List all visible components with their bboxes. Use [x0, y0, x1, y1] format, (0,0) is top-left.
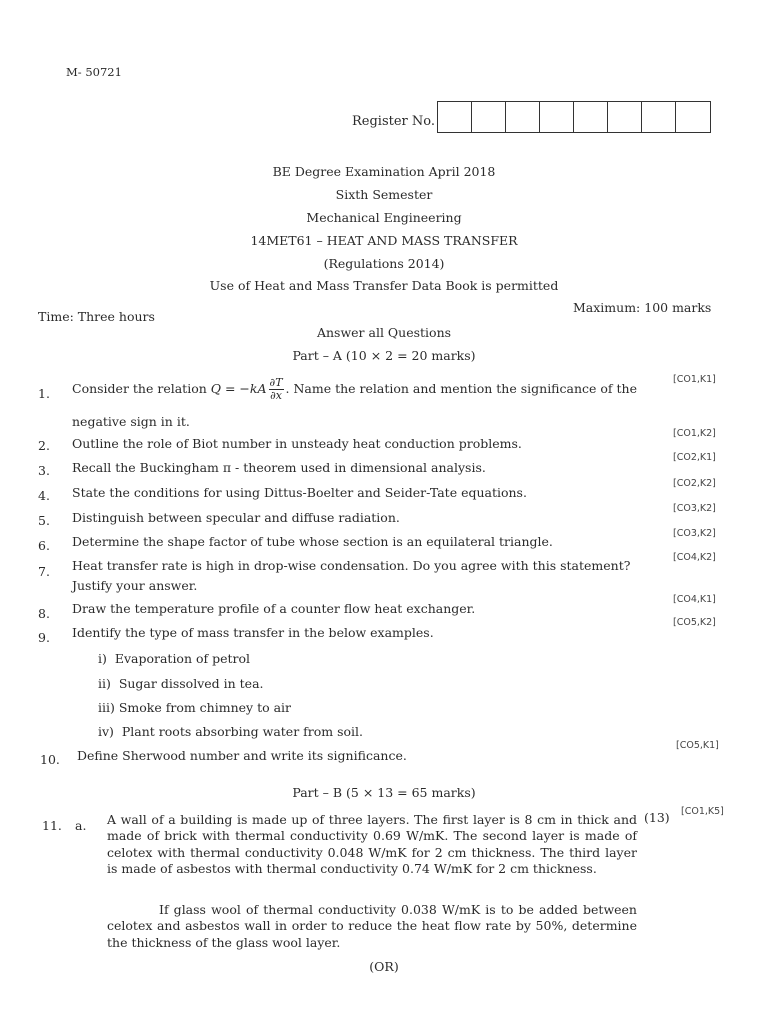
- question-11a-paragraph: If glass wool of thermal conductivity 0.038 W/mK is to be added between celotex and asbestos wall in order to reduce the heat flow rate by 50%, determine the thickness of the glass wool layer.: [107, 902, 637, 950]
- co-tag: [CO2,K2]: [673, 478, 716, 489]
- equation-lhs: Q = −kA: [210, 381, 267, 397]
- question-3: Recall the Buckingham π - theorem used in dimensional analysis.: [72, 460, 486, 475]
- question-text-continued: Justify your answer.: [72, 578, 198, 593]
- co-tag: [CO3,K2]: [673, 503, 716, 514]
- question-10: Define Sherwood number and write its significance.: [77, 748, 407, 763]
- list-item: iii) Smoke from chimney to air: [98, 700, 292, 715]
- semester: Sixth Semester: [335, 187, 433, 202]
- register-box[interactable]: [642, 102, 676, 132]
- question-number: 3.: [38, 463, 50, 478]
- regulations: (Regulations 2014): [323, 256, 445, 271]
- part-a-heading: Part – A (10 × 2 = 20 marks): [292, 348, 476, 363]
- question-number: 2.: [38, 438, 50, 453]
- list-item: iv) Plant roots absorbing water from soil.: [98, 724, 364, 739]
- question-number: 11.: [42, 818, 62, 833]
- list-item: ii) Sugar dissolved in tea.: [98, 676, 264, 691]
- question-number: 10.: [40, 752, 60, 767]
- co-tag: [CO1,K2]: [673, 428, 716, 439]
- co-tag: [CO4,K2]: [673, 552, 716, 563]
- co-tag: [CO1,K5]: [681, 806, 724, 817]
- question-4: State the conditions for using Dittus-Boelter and Seider-Tate equations.: [72, 485, 527, 500]
- question-9: Identify the type of mass transfer in the below examples.: [72, 625, 434, 640]
- question-number: 7.: [38, 564, 50, 579]
- paper-code: M- 50721: [66, 65, 122, 79]
- question-2: Outline the role of Biot number in unsteady heat conduction problems.: [72, 436, 522, 451]
- question-number: 5.: [38, 513, 50, 528]
- question-text: . Name the relation and mention the significance of the: [285, 381, 637, 397]
- co-tag: [CO5,K1]: [676, 740, 719, 751]
- question-number: 8.: [38, 606, 50, 621]
- register-box[interactable]: [676, 102, 710, 132]
- question-number: 9.: [38, 630, 50, 645]
- co-tag: [CO5,K2]: [673, 617, 716, 628]
- register-box[interactable]: [472, 102, 506, 132]
- databook-note: Use of Heat and Mass Transfer Data Book is permitted: [209, 278, 559, 293]
- register-box[interactable]: [608, 102, 642, 132]
- instruction: Answer all Questions: [316, 325, 452, 340]
- register-number-boxes[interactable]: [437, 101, 711, 133]
- question-text-continued: negative sign in it.: [72, 414, 190, 429]
- part-b-heading: Part – B (5 × 13 = 65 marks): [292, 785, 476, 800]
- co-tag: [CO2,K1]: [673, 452, 716, 463]
- question-6: Determine the shape factor of tube whose section is an equilateral triangle.: [72, 534, 553, 549]
- register-box[interactable]: [506, 102, 540, 132]
- or-separator: (OR): [369, 959, 399, 974]
- question-text: Consider the relation: [72, 381, 211, 397]
- partial-fraction: [269, 377, 284, 401]
- register-box[interactable]: [438, 102, 472, 132]
- question-1: [72, 377, 637, 401]
- co-tag: [CO4,K1]: [673, 594, 716, 605]
- max-marks: Maximum: 100 marks: [573, 300, 712, 315]
- question-5: Distinguish between specular and diffuse radiation.: [72, 510, 400, 525]
- question-11a-paragraph: A wall of a building is made up of three layers. The first layer is 8 cm in thick and made of brick with thermal conductivity 0.69 W/mK. The second layer is made of celotex with thermal conductivity 0.048 W/mK for 2 cm thickness. The third layer is made of asbestos with thermal conductivity 0.74 W/mK for 2 cm thickness.: [107, 812, 637, 876]
- register-box[interactable]: [574, 102, 608, 132]
- question-8: Draw the temperature profile of a counter flow heat exchanger.: [72, 601, 476, 616]
- question-number: 1.: [38, 386, 50, 401]
- co-tag: [CO3,K2]: [673, 528, 716, 539]
- question-number: 6.: [38, 538, 50, 553]
- co-tag: [CO1,K1]: [673, 374, 716, 385]
- question-7: Heat transfer rate is high in drop-wise condensation. Do you agree with this statement?: [72, 558, 631, 573]
- register-box[interactable]: [540, 102, 574, 132]
- course-title: 14MET61 – HEAT AND MASS TRANSFER: [250, 233, 518, 248]
- exam-title: BE Degree Examination April 2018: [272, 164, 496, 179]
- sub-question-label: a.: [75, 818, 87, 833]
- department: Mechanical Engineering: [306, 210, 462, 225]
- marks: (13): [644, 810, 670, 825]
- time-label: Time: Three hours: [38, 309, 155, 324]
- list-item: i) Evaporation of petrol: [98, 651, 251, 666]
- register-label: Register No.: [352, 114, 436, 129]
- question-number: 4.: [38, 488, 50, 503]
- fraction-numerator: ∂T: [269, 376, 283, 389]
- fraction-denominator: ∂x: [270, 388, 282, 402]
